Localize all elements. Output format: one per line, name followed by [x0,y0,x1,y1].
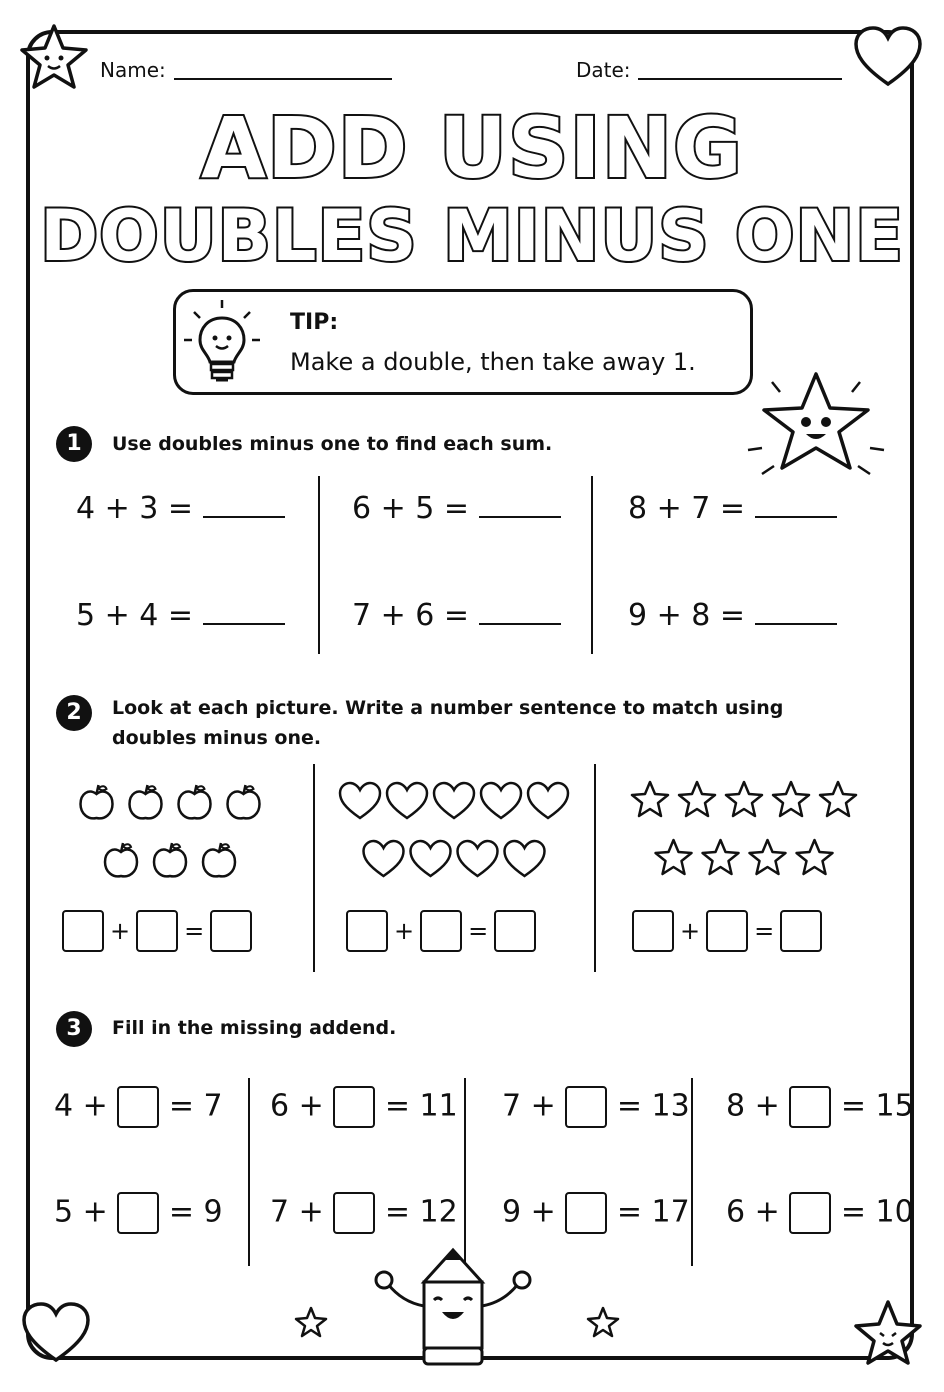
answer-box[interactable] [780,910,822,952]
small-star-icon [586,1306,620,1338]
answer-box[interactable] [494,910,536,952]
section-1-instruction: Use doubles minus one to find each sum. [112,433,553,455]
star-mascot-icon [744,368,888,492]
corner-star-icon [18,22,90,90]
heart-icon [434,783,474,818]
answer-blank[interactable] [479,490,561,518]
name-field[interactable] [174,78,392,80]
answer-blank[interactable] [479,597,561,625]
star-icon [656,840,692,874]
answer-box[interactable] [117,1086,159,1128]
answer-box[interactable] [346,910,388,952]
answer-box[interactable] [420,910,462,952]
section-2-badge: 2 [56,695,92,731]
divider [318,476,320,654]
problem-1a: 4 + 3 = [76,490,285,526]
corner-heart-icon [852,24,924,88]
section-2-instruction-line-1: Look at each picture. Write a number sentence to match using [112,697,784,719]
answer-box[interactable] [333,1086,375,1128]
missing-addend-7: 9 + = 17 [502,1192,690,1234]
missing-addend-2: 6 + = 11 [270,1086,458,1128]
heart-icon [458,841,498,876]
corner-heart-icon-bottom [20,1300,92,1364]
answer-box[interactable] [565,1192,607,1234]
sentence-2: + = [346,910,536,952]
missing-addend-5: 5 + = 9 [54,1192,223,1234]
answer-box[interactable] [210,910,252,952]
section-3-badge: 3 [56,1011,92,1047]
star-icon [703,840,739,874]
heart-picture [334,780,574,890]
star-icon [726,782,762,816]
pencil-mascot-icon [362,1246,544,1372]
missing-addend-6: 7 + = 12 [270,1192,458,1234]
answer-blank[interactable] [203,597,285,625]
divider [464,1078,466,1266]
divider [248,1078,250,1266]
answer-box[interactable] [333,1192,375,1234]
answer-blank[interactable] [755,597,837,625]
heart-icon [505,841,545,876]
tip-label: TIP: [290,310,339,335]
apple-picture [72,782,272,892]
heart-icon [411,841,451,876]
heart-icon [481,783,521,818]
answer-box[interactable] [136,910,178,952]
section-1-badge: 1 [56,426,92,462]
title-line-2: DOUBLES MINUS ONE [40,195,904,277]
star-icon [773,782,809,816]
heart-icon [387,783,427,818]
problem-1d: 5 + 4 = [76,597,285,633]
apple-icon [105,843,137,876]
apple-icon [203,843,235,876]
answer-box[interactable] [706,910,748,952]
sentence-1: + = [62,910,252,952]
answer-blank[interactable] [203,490,285,518]
answer-blank[interactable] [755,490,837,518]
problem-1f: 9 + 8 = [628,597,837,633]
heart-icon [364,841,404,876]
star-picture [624,780,868,890]
apple-group [72,782,272,892]
section-3-instruction: Fill in the missing addend. [112,1017,397,1039]
apple-icon [228,785,260,818]
heart-group [334,780,574,890]
divider [591,476,593,654]
heart-icon [528,783,568,818]
date-field[interactable] [638,78,842,80]
missing-addend-1: 4 + = 7 [54,1086,223,1128]
answer-box[interactable] [789,1086,831,1128]
title-line-1: ADD USING [201,99,743,197]
apple-icon [179,785,211,818]
star-icon [750,840,786,874]
apple-icon [154,843,186,876]
star-icon [820,782,856,816]
apple-icon [130,785,162,818]
apple-icon [81,785,113,818]
answer-box[interactable] [62,910,104,952]
missing-addend-4: 8 + = 15 [726,1086,914,1128]
date-label: Date: [576,58,631,82]
missing-addend-3: 7 + = 13 [502,1086,690,1128]
name-label: Name: [100,58,166,82]
section-2-instruction-line-2: doubles minus one. [112,727,322,749]
problem-1b: 6 + 5 = [352,490,561,526]
missing-addend-8: 6 + = 10 [726,1192,914,1234]
star-icon [797,840,833,874]
answer-box[interactable] [117,1192,159,1234]
answer-box[interactable] [789,1192,831,1234]
star-icon [679,782,715,816]
heart-icon [340,783,380,818]
answer-box[interactable] [565,1086,607,1128]
divider [594,764,596,972]
star-icon [632,782,668,816]
problem-1e: 7 + 6 = [352,597,561,633]
divider [691,1078,693,1266]
divider [313,764,315,972]
lightbulb-icon [180,296,264,388]
star-group [624,780,868,890]
sentence-3: + = [632,910,822,952]
corner-star-icon-bottom [852,1298,924,1366]
problem-1c: 8 + 7 = [628,490,837,526]
small-star-icon [294,1306,328,1338]
tip-text: Make a double, then take away 1. [290,348,696,376]
answer-box[interactable] [632,910,674,952]
